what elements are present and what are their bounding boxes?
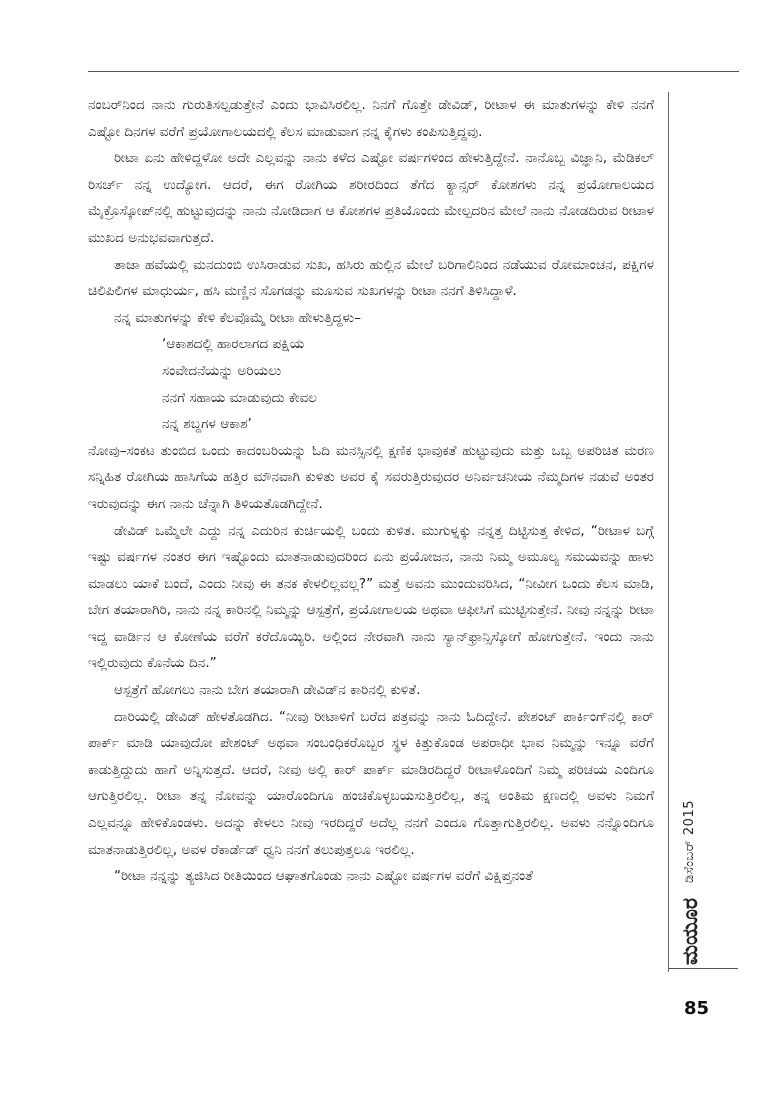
- poem-block: [88, 331, 654, 437]
- page-number: 85: [684, 998, 710, 1019]
- paragraph: ತಾಜಾ ಹವೆಯಲ್ಲಿ ಮನದುಂಬಿ ಉಸಿರಾಡುವ ಸುಖ, ಹಸಿರು ಹುಲ್ಲಿನ ಮೇಲೆ ಬರಿಗಾಲಿನಿಂದ ನಡೆಯುವ ರೋಮಾಂಚನ, ಪಕ್ಷಿಗಳ ಚಿಲಿಪಿಲಿಗಳ ಮಾಧುರ್ಯ, ಹಸಿ ಮಣ್ಣಿನ ಸೊಗಡನ್ನು ಮೂಸುವ ಸುಖಗಳನ್ನು ರೀಟಾ ನನಗೆ ತಿಳಿಸಿದ್ದಾಳೆ.: [88, 256, 654, 300]
- poem-line: ನನ್ನ ಶಬ್ದಗಳ ಆಕಾಶ’: [162, 416, 252, 433]
- article-body: [88, 92, 654, 890]
- paragraph: ನನ್ನ ಮಾತುಗಳನ್ನು ಕೇಳಿ ಕೆಲವೊಮ್ಮೆ ರೀಟಾ ಹೇಳುತ್ತಿದ್ದಳು–: [114, 309, 362, 326]
- paragraph: “ರೀಟಾ ನನ್ನನ್ನು ತ್ಯಜಿಸಿದ ರೀತಿಯಿಂದ ಆಘಾತಗೊಂಡು ನಾನು ಎಷ್ಟೋ ವರ್ಷಗಳ ವರೆಗೆ ವಿಕ್ಷಿಪ್ತನಂತೆ: [114, 868, 533, 885]
- paragraph: ಆಸ್ಪತ್ರೆಗೆ ಹೋಗಲು ನಾನು ಬೇಗ ತಯಾರಾಗಿ ಡೇವಿಡ್‌ನ ಕಾರಿನಲ್ಲಿ ಕುಳಿತೆ.: [114, 682, 421, 699]
- poem-line: ನನಗೆ ಸಹಾಯ ಮಾಡುವುದು ಕೇವಲ: [162, 389, 317, 406]
- paragraph: ಡೇವಿಡ್ ಒಮ್ಮೆಲೇ ಎದ್ದು ನನ್ನ ಎದುರಿನ ಕುರ್ಚಿಯಲ್ಲಿ ಬಂದು ಕುಳಿತ. ಮುಗುಳ್ನಕ್ಕು ನನ್ನತ್ತ ದಿಟ್ಟಿಸುತ್ತ ಕೇಳಿದ, “ರೀಟಾಳ ಬಗ್ಗೆ ಇಷ್ಟು ವರ್ಷಗಳ ನಂತರ ಈಗ ಇಷ್ಟೊಂದು ಮಾತನಾಡುವುದರಿಂದ ಏನು ಪ್ರಯೋಜನ, ನಾನು ನಿಮ್ಮ ಅಮೂಲ್ಯ ಸಮಯವನ್ನು ಹಾಳು ಮಾಡಲು ಯಾಕೆ ಬಂದೆ, ಎಂದು ನೀವು ಈ ತನಕ ಕೇಳಲಿಲ್ಲವಲ್ಲ?” ಮತ್ತೆ ಅವನು ಮುಂದುವರಿಸಿದ, “ನೀವೀಗ ಒಂದು ಕೆಲಸ ಮಾಡಿ, ಬೇಗ ತಯಾರಾಗಿರಿ, ನಾನು ನನ್ನ ಕಾರಿನಲ್ಲಿ ನಿಮ್ಮನ್ನು ಆಸ್ಪತ್ರೆಗೆ, ಪ್ರಯೋಗಾಲಯ ಅಥವಾ ಆಫೀಸಿಗೆ ಮುಟ್ಟಿಸುತ್ತೇನೆ. ನೀವು ನನ್ನನ್ನು ರೀಟಾ ಇದ್ದ ವಾರ್ಡಿನ ಆ ಕೋಣೆಯ ವರೆಗೆ ಕರೆದೊಯ್ಯಿರಿ. ಅಲ್ಲಿಂದ ನೇರವಾಗಿ ನಾನು ಸ್ಯಾನ್‌ಫ್ರಾನ್ಸಿಸ್ಕೋಗೆ ಹೋಗುತ್ತೇನೆ. ಇಂದು ನಾನು ಇಲ್ಲಿರುವುದು ಕೊನೆಯ ದಿನ.”: [88, 522, 654, 672]
- paragraph: ದಾರಿಯಲ್ಲಿ ಡೇವಿಡ್ ಹೇಳತೊಡಗಿದ. “ನೀವು ರೀಟಾಳಿಗೆ ಬರೆದ ಪತ್ರವನ್ನು ನಾನು ಓದಿದ್ದೇನೆ. ಪೇಶಂಟ್ ಪಾರ್ಕಿಂಗ್‌ನಲ್ಲಿ ಕಾರ್ ಪಾರ್ಕ್ ಮಾಡಿ ಯಾವುದೋ ಪೇಶಂಟ್ ಅಥವಾ ಸಂಬಂಧಿಕರೊಬ್ಬರ ಸ್ಥಳ ಕಿತ್ತುಕೊಂಡ ಅಪರಾಧೀ ಭಾವ ನಿಮ್ಮನ್ನು ಇನ್ನೂ ವರೆಗೆ ಕಾಡುತ್ತಿದ್ದುದು ಹಾಗೆ ಅನ್ನಿಸುತ್ತದೆ. ಆದರೆ, ನೀವು ಅಲ್ಲಿ ಕಾರ್ ಪಾರ್ಕ್ ಮಾಡಿರದಿದ್ದರೆ ರೀಟಾಳೊಂದಿಗೆ ನಿಮ್ಮ ಪರಿಚಯ ಎಂದಿಗೂ ಆಗುತ್ತಿರಲಿಲ್ಲ. ರೀಟಾ ತನ್ನ ನೋವನ್ನು ಯಾರೊಂದಿಗೂ ಹಂಚಿಕೊಳ್ಳಬಯಸುತ್ತಿರಲಿಲ್ಲ, ತನ್ನ ಅಂತಿಮ ಕ್ಷಣದಲ್ಲಿ ಅವಳು ನಿಮಗೆ ಎಲ್ಲವನ್ನೂ ಹೇಳಿಕೊಂಡಳು. ಅದನ್ನು ಕೇಳಲು ನೀವು ಇರದಿದ್ದರೆ ಅದೆಲ್ಲ ನನಗೆ ಎಂದೂ ಗೊತ್ತಾಗುತ್ತಿರಲಿಲ್ಲ. ಅವಳು ನನ್ನೊಂದಿಗೂ ಮಾತನಾಡುತ್ತಿರಲಿಲ್ಲ, ಅವಳ ರೆಕಾರ್ಡೆಡ್ ಧ್ವನಿ ನನಗೆ ತಲುಪುತ್ತಲೂ ಇರಲಿಲ್ಲ.: [88, 708, 654, 858]
- issue-date: ಡಿಸೆಂಬರ್ 2015: [682, 800, 697, 883]
- paragraph-continued: ನಂಬರ್‌ನಿಂದ ನಾನು ಗುರುತಿಸಲ್ಪಡುತ್ತೇನೆ ಎಂದು ಭಾವಿಸಿರಲಿಲ್ಲ. ನಿನಗೆ ಗೊತ್ತೇ ಡೇವಿಡ್, ರೀಟಾಳ ಈ ಮಾತುಗಳನ್ನು ಕೇಳಿ ನನಗೆ ಎಷ್ಟೋ ದಿನಗಳ ವರೆಗೆ ಪ್ರಯೋಗಾಲಯದಲ್ಲಿ ಕೆಲಸ ಮಾಡುವಾಗ ನನ್ನ ಕೈಗಳು ಕಂಪಿಸುತ್ತಿದ್ದವು.: [88, 97, 654, 140]
- paragraph: ನೋವು–ಸಂಕಟ ತುಂಬಿದ ಒಂದು ಕಾದಂಬರಿಯನ್ನು ಓದಿ ಮನಸ್ಸಿನಲ್ಲಿ ಕ್ಷಣಿಕ ಭಾವುಕತೆ ಹುಟ್ಟುವುದು ಮತ್ತು ಒಬ್ಬ ಅಪರಿಚಿತ ಮರಣ ಸನ್ನಿಹಿತ ರೋಗಿಯ ಹಾಸಿಗೆಯ ಹತ್ತಿರ ಮೌನವಾಗಿ ಕುಳಿತು ಅವರ ಕೈ ಸವರುತ್ತಿರುವುದರ ಅನಿರ್ವಚನೀಯ ನೆಮ್ಮದಿಗಳ ನಡುವೆ ಅಂತರ ಇರುವುದನ್ನು ಈಗ ನಾನು ಚೆನ್ನಾಗಿ ತಿಳಿಯತೊಡಗಿದ್ದೇನೆ.: [88, 442, 654, 512]
- footer-rule: [668, 968, 738, 969]
- paragraph: ರೀಟಾ ಏನು ಹೇಳಿದ್ದಳೋ ಅದೇ ಎಲ್ಲವನ್ನು ನಾನು ಕಳೆದ ಎಷ್ಟೋ ವರ್ಷಗಳಿಂದ ಹೇಳುತ್ತಿದ್ದೇನೆ. ನಾನೊಬ್ಬ ವಿಜ್ಞಾನಿ, ಮೆಡಿಕಲ್ ರಿಸರ್ಚ್ ನನ್ನ ಉದ್ಯೋಗ. ಆದರೆ, ಈಗ ರೋಗಿಯ ಶರೀರದಿಂದ ತೆಗೆದ ಕ್ಯಾನ್ಸರ್ ಕೋಶಗಳು ನನ್ನ ಪ್ರಯೋಗಾಲಯದ ಮೈಕ್ರೊಸ್ಕೋಪ್‌ನಲ್ಲಿ ಹುಟ್ಟುವುದನ್ನು ನಾನು ನೋಡಿದಾಗ ಆ ಕೋಶಗಳ ಪ್ರತಿಯೊಂದು ಮೇಲ್ಪದರಿನ ಮೇಲೆ ನಾನು ನೋಡದಿರುವ ರೀಟಾಳ ಮುಖದ ಅನುಭವವಾಗುತ್ತದೆ.: [88, 150, 654, 246]
- top-rule: [88, 71, 739, 72]
- poem-line: ಸಂವೇದನೆಯನ್ನು ಅರಿಯಲು: [162, 362, 282, 379]
- poem-line: ‘ಆಕಾಶದಲ್ಲಿ ಹಾರಲಾಗದ ಪಕ್ಷಿಯ: [162, 336, 305, 353]
- magazine-logo: ಮಯೂರ: [678, 898, 702, 965]
- margin-rule: [668, 92, 669, 972]
